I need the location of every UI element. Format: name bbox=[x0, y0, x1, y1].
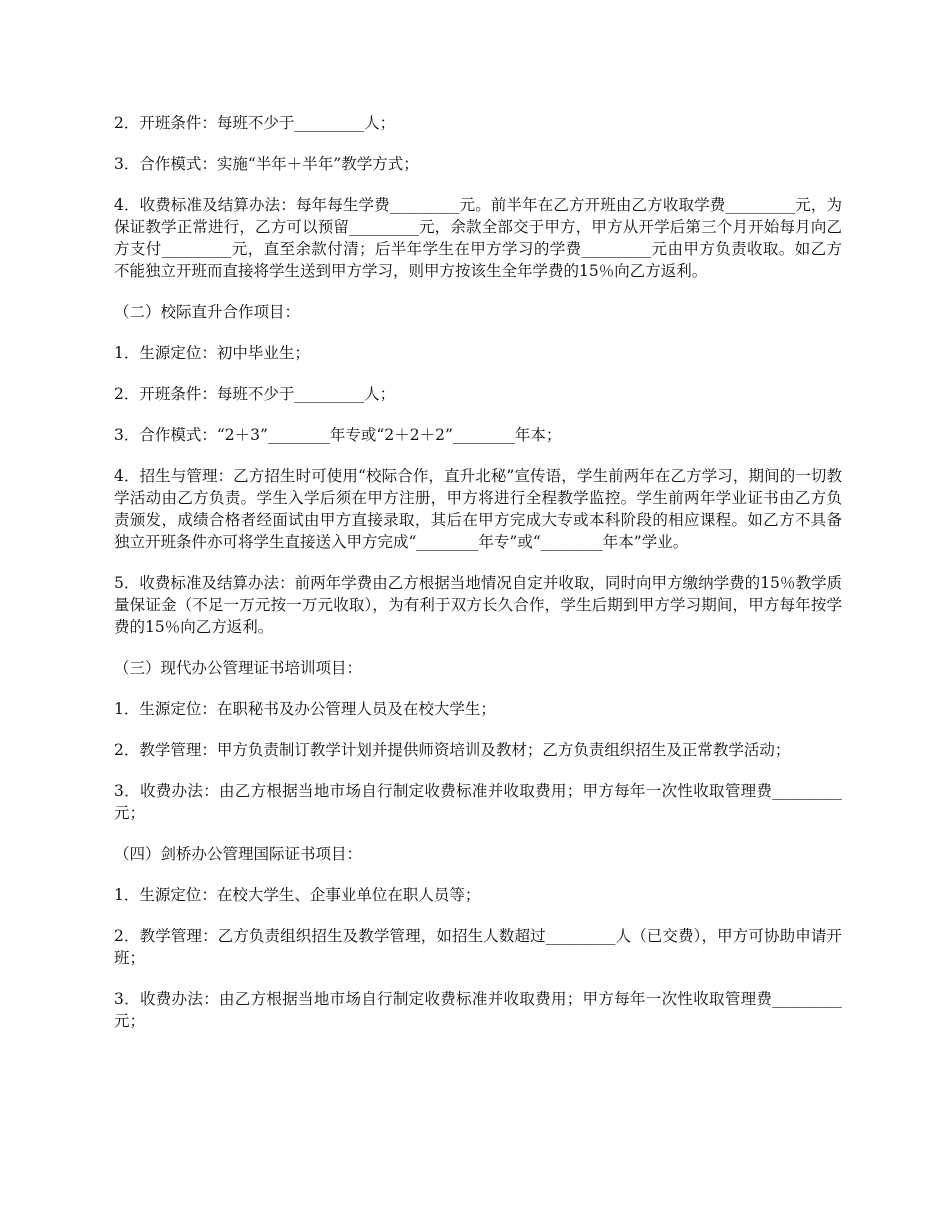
paragraph-class-size: 2．开班条件：每班不少于_________人； bbox=[114, 114, 396, 132]
paragraph-student-source: 1．生源定位：初中毕业生； bbox=[114, 344, 310, 362]
document-page bbox=[114, 112, 842, 1051]
section-heading-office-management-certificate: （三）现代办公管理证书培训项目： bbox=[114, 659, 363, 677]
paragraph-student-source: 1．生源定位：在职秘书及办公管理人员及在校大学生； bbox=[114, 700, 496, 718]
paragraph-fee-method: 3．收费办法：由乙方根据当地市场自行制定收费标准并收取费用；甲方每年一次性收取管理费_________元； bbox=[114, 782, 842, 822]
paragraph-enrollment-management: 4．招生与管理：乙方招生时可使用“校际合作，直升北秘”宣传语，学生前两年在乙方学习，期间的一切教学活动由乙方负责。学生入学后须在甲方注册，甲方将进行全程教学监控。学生前两年学业证书由乙方负责颁发，成绩合格者经面试由甲方直接录取，其后在甲方完成大专或本科阶段的相应课程。如乙方不具备独立开班条件亦可将学生直接送入甲方完成“________年专”或“________年本”学业。 bbox=[114, 467, 842, 551]
paragraph-cooperation-mode: 3．合作模式：“2＋3”________年专或“2＋2＋2”________年本； bbox=[114, 426, 562, 444]
section-heading-direct-promotion: （二）校际直升合作项目： bbox=[114, 303, 301, 321]
section-heading-cambridge-certificate: （四）剑桥办公管理国际证书项目： bbox=[114, 845, 363, 863]
paragraph-fee-settlement: 5．收费标准及结算办法：前两年学费由乙方根据当地情况自定并收取，同时向甲方缴纳学费的15％教学质量保证金（不足一万元按一万元收取），为有利于双方长久合作，学生后期到甲方学习期间，甲方每年按学费的15％向乙方返利。 bbox=[114, 574, 842, 636]
paragraph-fee-settlement: 4．收费标准及结算办法：每年每生学费_________元。前半年在乙方开班由乙方收取学费_________元，为保证教学正常进行，乙方可以预留_________元，余款全部交于甲方，甲方从开学后第三个月开始每月向乙方支付_________元，直至余款付清；后半年学生在甲方学习的学费_________元由甲方负责收取。如乙方不能独立开班而直接将学生送到甲方学习，则甲方按该生全年学费的15％向乙方返利。 bbox=[114, 196, 842, 280]
paragraph-teaching-management: 2．教学管理：甲方负责制订教学计划并提供师资培训及教材；乙方负责组织招生及正常教学活动； bbox=[114, 741, 791, 759]
paragraph-student-source: 1．生源定位：在校大学生、企事业单位在职人员等； bbox=[114, 886, 481, 904]
paragraph-cooperation-mode: 3．合作模式：实施“半年＋半年”教学方式； bbox=[114, 155, 419, 173]
paragraph-class-size: 2．开班条件：每班不少于_________人； bbox=[114, 385, 396, 403]
paragraph-teaching-management: 2．教学管理：乙方负责组织招生及教学管理，如招生人数超过_________人（已交费），甲方可协助申请开班； bbox=[114, 927, 842, 967]
paragraph-fee-method: 3．收费办法：由乙方根据当地市场自行制定收费标准并收取费用；甲方每年一次性收取管理费_________元； bbox=[114, 990, 842, 1030]
